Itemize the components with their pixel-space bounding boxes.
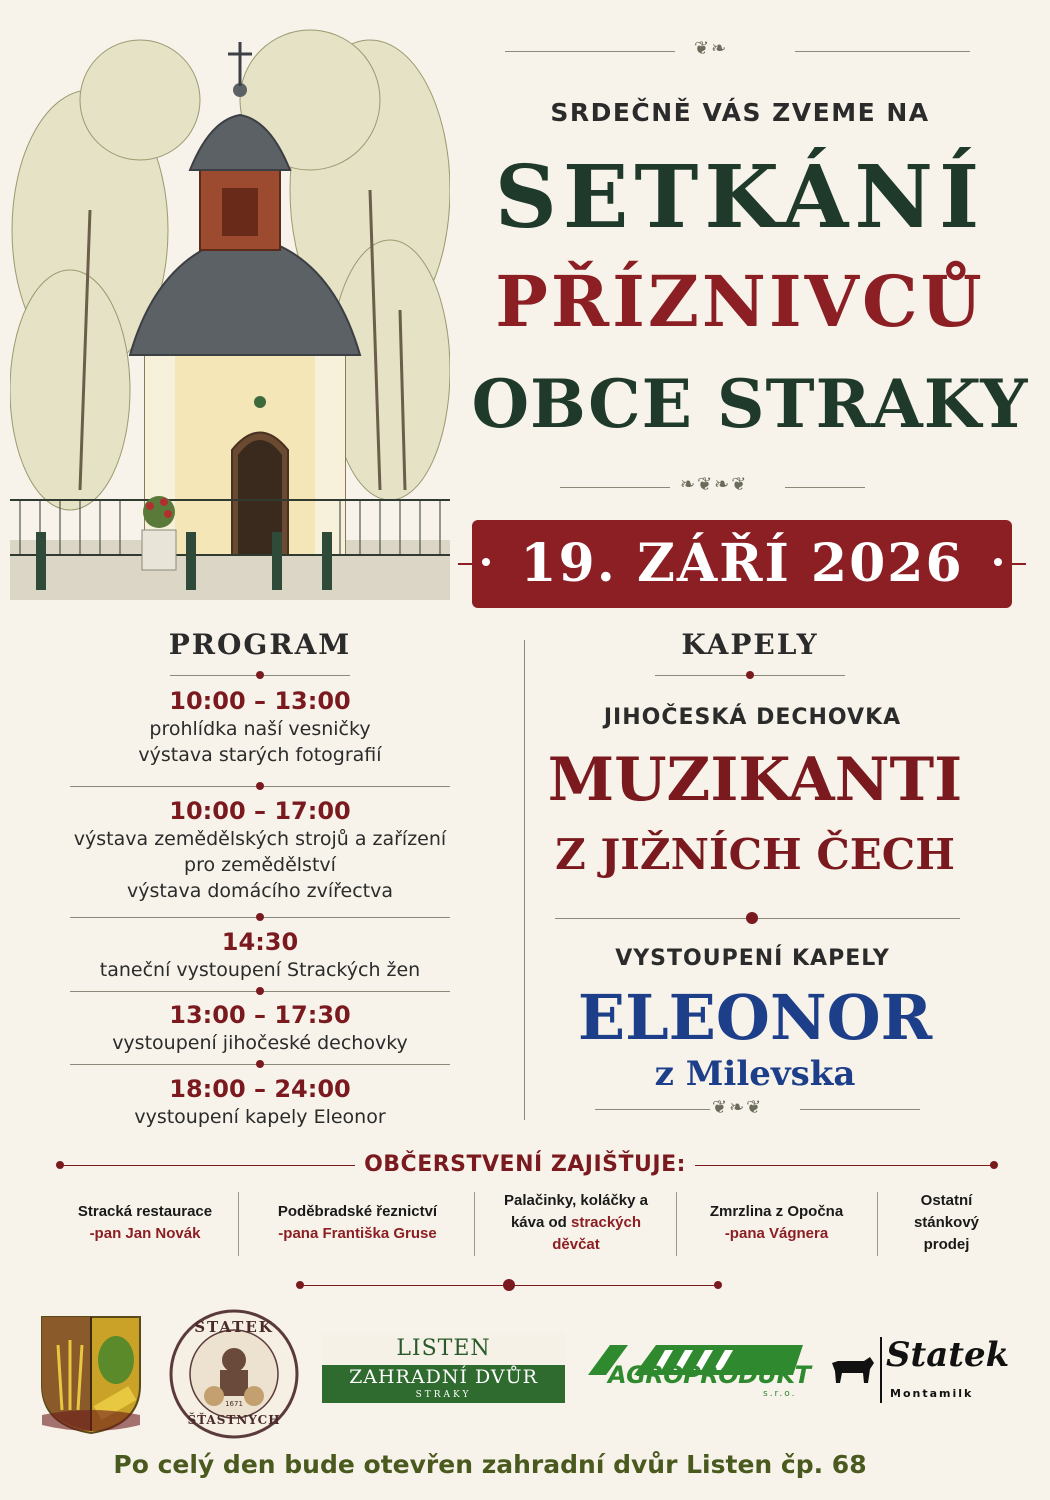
separator-dot: [746, 912, 758, 924]
refreshment-vendor: [55, 1190, 235, 1256]
chapel-illustration: [10, 10, 450, 610]
statek-montamilk-logo: [828, 1335, 1010, 1405]
separator-dot: [990, 1161, 998, 1169]
vendor-name: Poděbradské řeznictví: [277, 1203, 438, 1220]
vendor-name: prodej: [923, 1236, 970, 1253]
ornament-line: [800, 1109, 920, 1110]
vendor-name: Palačinky, koláčky a: [504, 1192, 648, 1209]
column-divider: [524, 640, 525, 1120]
agroprodukt-sub: s.r.o.: [763, 1389, 797, 1399]
montamilk-big: Statek: [886, 1335, 1010, 1375]
refreshment-vendor: [480, 1190, 672, 1256]
statek-top-text: STATEK: [194, 1318, 274, 1336]
statek-stastnych-logo: [168, 1308, 300, 1440]
logo-divider: [880, 1337, 882, 1403]
statek-bottom-text: ŠŤASTNÝCH: [187, 1413, 281, 1427]
program-item: [60, 1000, 460, 1056]
program-time: 14:30: [221, 928, 299, 956]
listen-band: [322, 1365, 565, 1403]
separator: [60, 1165, 355, 1166]
program-time: 13:00 – 17:30: [169, 1001, 351, 1029]
band1-name-line2: Z JIŽNÍCH ČECH: [555, 830, 955, 879]
vendor-divider: [474, 1192, 475, 1256]
refreshment-vendor: [884, 1190, 1009, 1256]
band2-name: ELEONOR: [577, 981, 933, 1054]
title-line-2: PŘÍZNIVCŮ: [495, 260, 985, 343]
vendor-text: káva od: [510, 1214, 567, 1231]
ornament-line: [595, 1109, 710, 1110]
statek-year: 1671: [225, 1400, 243, 1408]
band2-subtitle: VYSTOUPENÍ KAPELY: [615, 946, 890, 971]
separator-dot: [56, 1161, 64, 1169]
band1-subtitle: JIHOČESKÁ DECHOVKA: [603, 705, 902, 730]
program-desc: výstava starých fotografií: [138, 744, 382, 766]
banner-dot: [482, 558, 490, 566]
vendor-name: Ostatní: [920, 1192, 973, 1209]
invite-text: SRDEČNĚ VÁS ZVEME NA: [550, 98, 930, 127]
vendor-owner: strackých: [570, 1214, 642, 1231]
separator-dot: [714, 1281, 722, 1289]
program-heading: PROGRAM: [168, 628, 352, 661]
separator-dot: [746, 671, 754, 679]
program-time: 18:00 – 24:00: [169, 1075, 351, 1103]
title-line-1: SETKÁNÍ: [494, 147, 986, 248]
program-desc: výstava domácího zvířectva: [126, 880, 394, 902]
montamilk-small: Montamilk: [890, 1387, 974, 1400]
bands-heading: KAPELY: [681, 628, 819, 661]
program-desc: pro zemědělství: [184, 854, 336, 876]
program-desc: výstava zemědělských strojů a zařízení: [73, 828, 447, 850]
listen-logo: [322, 1333, 565, 1403]
listen-bottom-text: STRAKY: [415, 1390, 472, 1400]
program-desc: taneční vystoupení Strackých žen: [99, 959, 421, 981]
separator-dot: [256, 987, 264, 995]
ornament-line: [505, 51, 675, 52]
program-item: [60, 1074, 460, 1130]
separator-dot: [503, 1279, 515, 1291]
band1-name: MUZIKANTI: [547, 745, 963, 815]
vendor-name: Zmrzlina z Opočna: [709, 1203, 844, 1220]
coat-of-arms-logo: [40, 1315, 142, 1435]
footer-note: Po celý den bude otevřen zahradní dvůr Listen čp. 68: [113, 1450, 867, 1479]
vendor-name: Stracká restaurace: [77, 1203, 213, 1220]
leaf-ornament-icon: ❦❧: [694, 38, 729, 59]
agroprodukt-name: AGROPRODUKT: [608, 1361, 811, 1389]
vendor-name-line2: [480, 1212, 672, 1234]
vendor-divider: [676, 1192, 677, 1256]
leaf-ornament-icon: ❦❧❦: [712, 1097, 764, 1118]
refreshment-vendor: [245, 1190, 470, 1256]
listen-mid-text: ZAHRADNÍ DVŮR: [349, 1366, 538, 1388]
program-time: 10:00 – 17:00: [169, 797, 351, 825]
separator-dot: [256, 913, 264, 921]
event-date: 19. ZÁŘÍ 2026: [520, 533, 964, 594]
program-item: [60, 686, 460, 768]
ornament-line: [560, 487, 670, 488]
vendor-owner: -pan Jan Novák: [89, 1225, 201, 1242]
separator: [695, 1165, 995, 1166]
separator-dot: [256, 1060, 264, 1068]
date-banner: [472, 520, 1012, 608]
agroprodukt-logo: [588, 1345, 811, 1400]
cow-icon: [828, 1353, 876, 1389]
program-desc: vystoupení jihočeské dechovky: [112, 1032, 408, 1054]
ornament-line: [785, 487, 865, 488]
band2-name-line2: z Milevska: [654, 1054, 856, 1094]
listen-top-text: LISTEN: [322, 1333, 565, 1365]
separator-dot: [256, 782, 264, 790]
program-desc: vystoupení kapely Eleonor: [134, 1106, 386, 1128]
ornament-line: [795, 51, 970, 52]
refreshments-heading: OBČERSTVENÍ ZAJIŠŤUJE:: [364, 1152, 686, 1177]
vendor-divider: [238, 1192, 239, 1256]
vendor-owner: děvčat: [552, 1236, 600, 1253]
separator-dot: [296, 1281, 304, 1289]
refreshment-vendor: [684, 1190, 869, 1256]
vendor-name: stánkový: [913, 1214, 980, 1231]
separator-dot: [256, 671, 264, 679]
program-item: [60, 796, 460, 904]
title-line-3: OBCE STRAKY: [471, 365, 1029, 443]
program-time: 10:00 – 13:00: [169, 687, 351, 715]
program-desc: prohlídka naší vesničky: [149, 718, 371, 740]
leaf-ornament-icon: ❧❦❧❦: [680, 474, 749, 495]
banner-dot: [994, 558, 1002, 566]
program-item: [60, 927, 460, 983]
vendor-owner: -pana Františka Gruse: [278, 1225, 437, 1242]
vendor-owner: -pana Vágnera: [724, 1225, 829, 1242]
vendor-divider: [877, 1192, 878, 1256]
